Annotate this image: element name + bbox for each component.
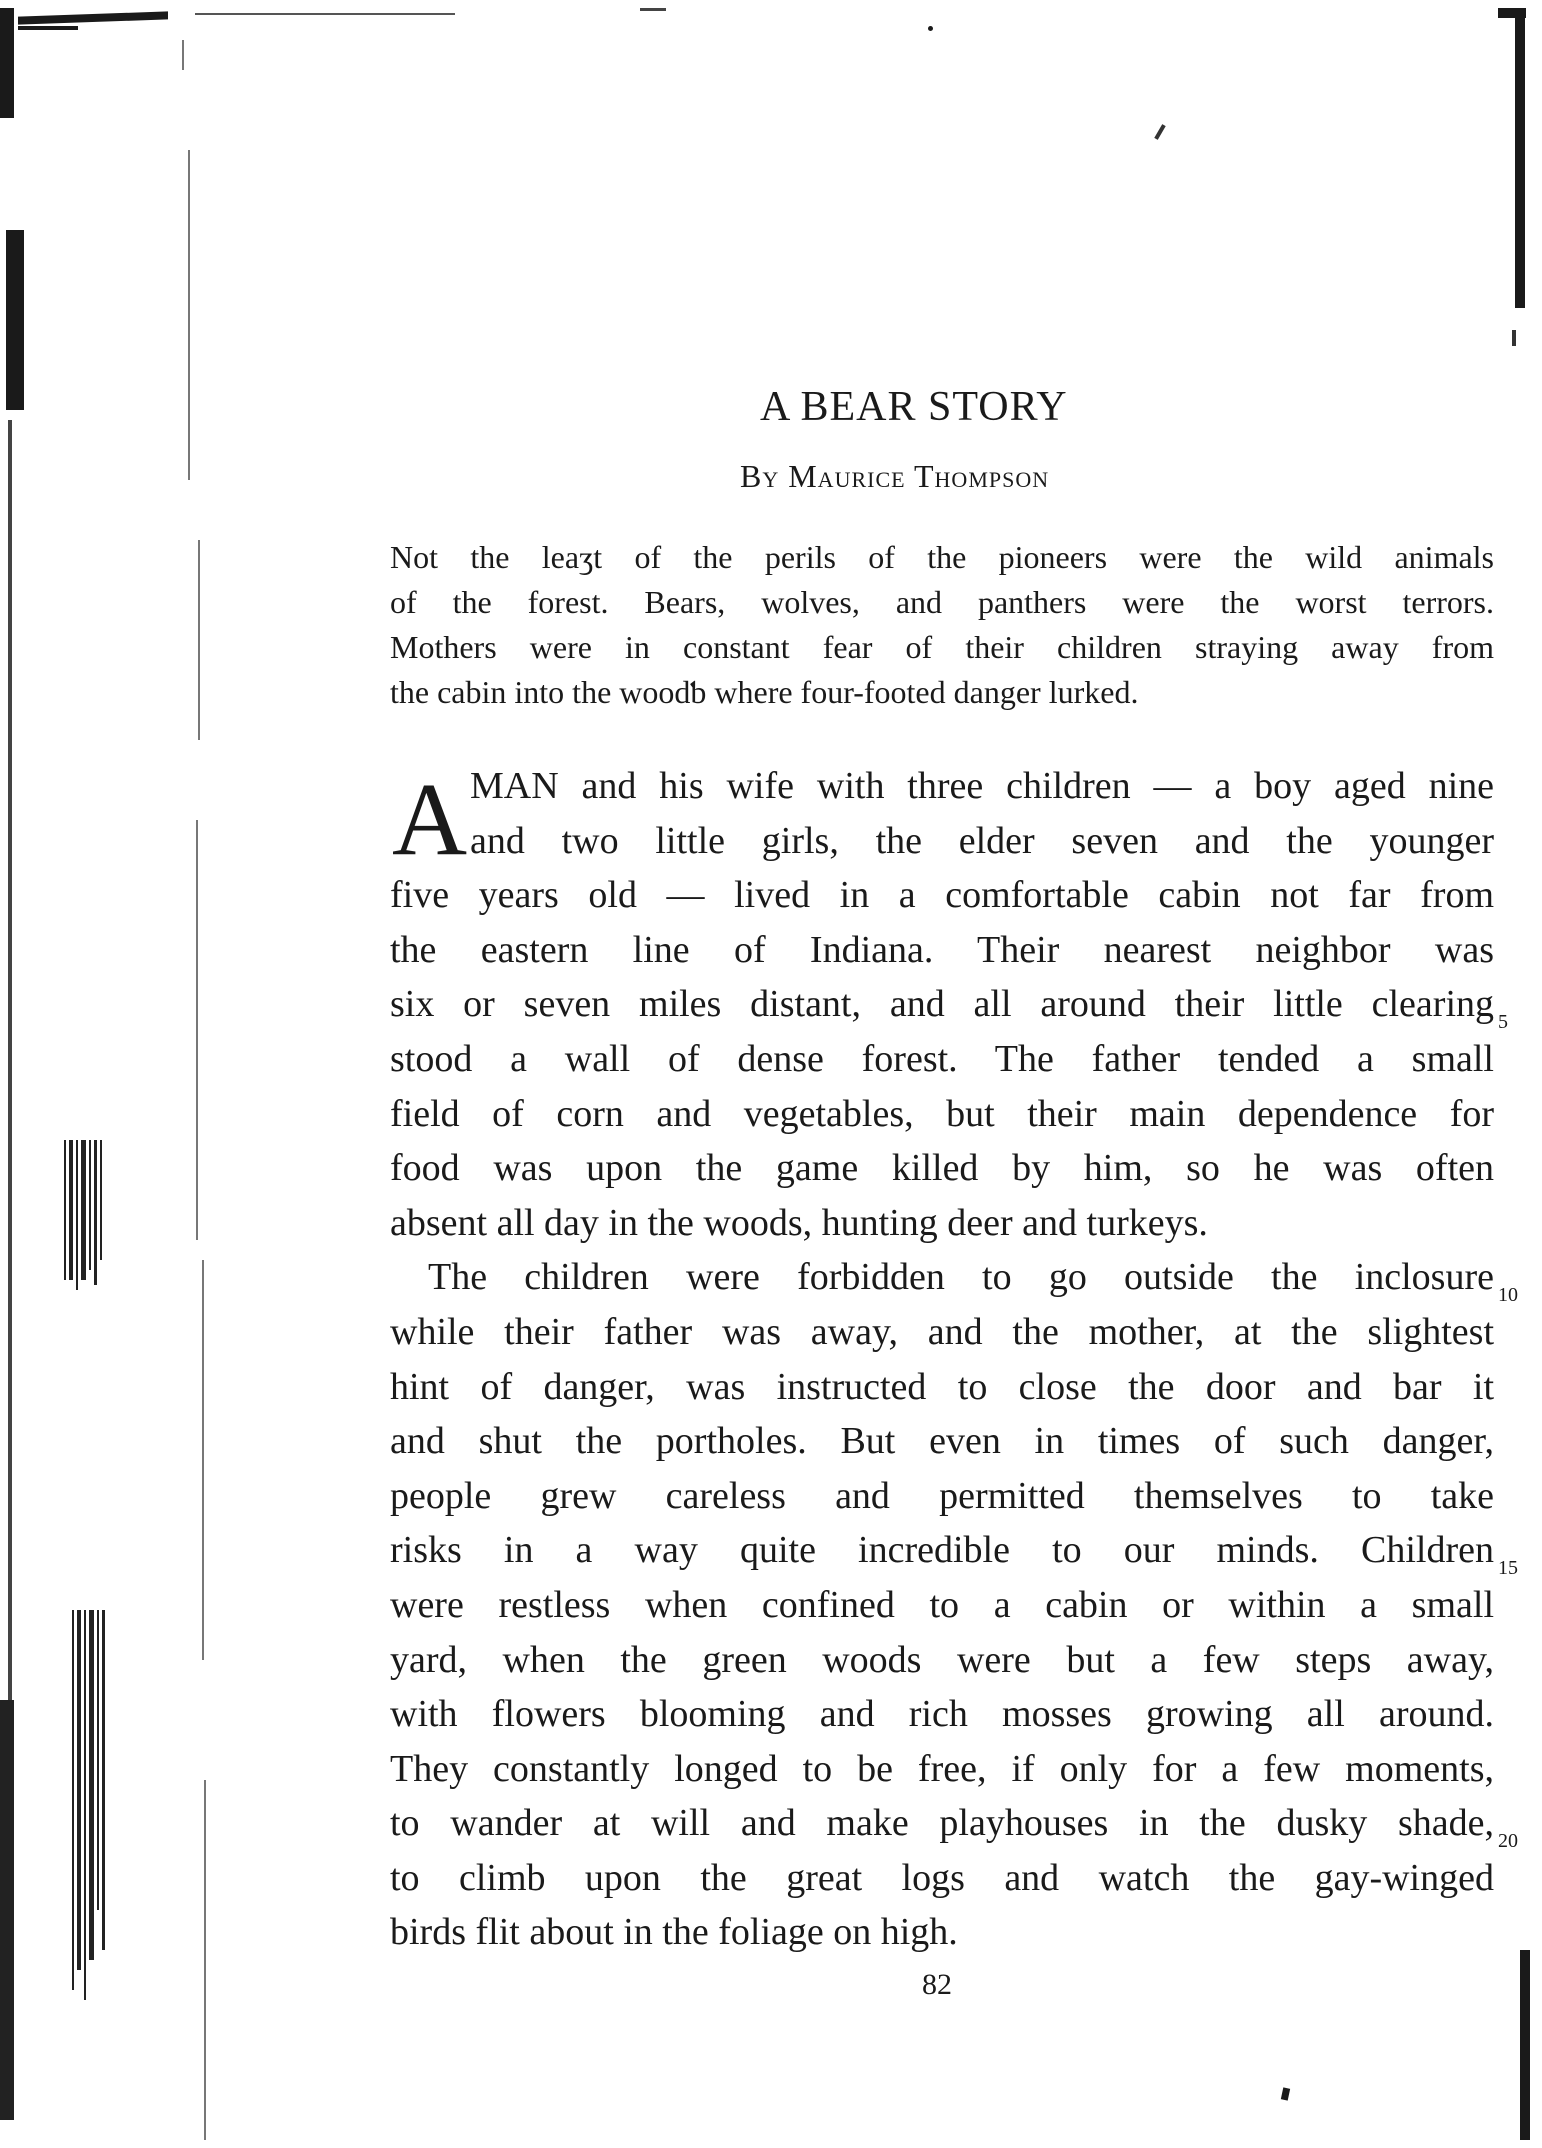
intro-line: Mothers were in constant fear of their children straying away from <box>390 629 1494 665</box>
body-line: The children were forbidden to go outside the inclosure <box>428 1256 1494 1299</box>
body-line: and shut the portholes. But even in times of such danger, <box>390 1420 1494 1463</box>
scan-artifact-line <box>182 40 184 70</box>
story-title: A BEAR STORY <box>760 384 1068 430</box>
body-line: stood a wall of dense forest. The father tended a small <box>390 1037 1494 1080</box>
body-line: to wander at will and make playhouses in the dusky shade, <box>390 1802 1494 1845</box>
body-line: were restless when confined to a cabin or within a small <box>390 1583 1494 1626</box>
body-line: field of corn and vegetables, but their main dependence for <box>390 1092 1494 1135</box>
scan-artifact-edge <box>1515 8 1525 308</box>
intro-line: Not the leaʒt of the perils of the pioneers were the wild animals <box>390 539 1494 575</box>
page-number: 82 <box>922 1968 952 2001</box>
scan-artifact-dot <box>928 26 933 31</box>
scan-artifact-mark <box>18 26 78 30</box>
scan-artifact-mark <box>18 11 168 24</box>
body-line: five years old — lived in a comfortable cabin not far from <box>390 874 1494 917</box>
body-line: the eastern line of Indiana. Their nearest neighbor was <box>390 928 1494 971</box>
body-line: six or seven miles distant, and all around their little clearing <box>390 983 1494 1026</box>
scan-artifact-line <box>640 8 666 11</box>
scan-artifact-edge <box>0 1700 14 2120</box>
drop-cap: A <box>392 762 468 877</box>
scan-artifact-line <box>195 13 455 15</box>
body-line: yard, when the green woods were but a few steps away, <box>390 1638 1494 1681</box>
intro-paragraph <box>390 535 1494 715</box>
scan-artifact-mark <box>1154 124 1165 140</box>
intro-line: of the forest. Bears, wolves, and panthers were the worst terrors. <box>390 584 1494 620</box>
scan-artifact-line <box>198 540 200 740</box>
body-line-wrapper <box>390 1250 1518 1307</box>
body-line: MAN and his wife with three children — a boy aged nine <box>470 765 1494 807</box>
line-number: 20 <box>1498 1830 1518 1853</box>
scan-artifact-dot <box>1512 330 1516 346</box>
author-byline: By Maurice Thompson <box>740 458 1050 494</box>
scan-artifact-line <box>188 150 190 480</box>
body-line-wrapper <box>390 977 1508 1034</box>
scan-artifact-barcode <box>64 1140 102 1290</box>
body-line: to climb upon the great logs and watch the gay-winged <box>390 1856 1494 1899</box>
body-line: and two little girls, the elder seven and the younger <box>470 819 1494 862</box>
body-line: people grew careless and permitted themselves to take <box>390 1474 1494 1517</box>
body-line: while their father was away, and the mother, at the slightest <box>390 1310 1494 1353</box>
body-line-wrapper <box>390 1523 1518 1580</box>
intro-line: the cabin into the woodƅ where four-footed danger lurked. <box>390 674 1139 710</box>
scan-artifact-dot <box>1281 2087 1290 2100</box>
scan-artifact-edge <box>6 230 24 410</box>
scan-artifact-edge <box>0 8 14 118</box>
body-line: They constantly longed to be free, if only for a few moments, <box>390 1747 1494 1790</box>
body-line: absent all day in the woods, hunting deer and turkeys. <box>390 1201 1208 1244</box>
body-line: risks in a way quite incredible to our minds. Children <box>390 1529 1494 1572</box>
body-line: with flowers blooming and rich mosses growing all around. <box>390 1693 1494 1736</box>
line-number: 5 <box>1498 1011 1508 1034</box>
line-number: 10 <box>1498 1284 1518 1307</box>
body-line: birds flit about in the foliage on high. <box>390 1911 958 1954</box>
scan-artifact-line <box>196 820 198 1240</box>
scan-artifact-line <box>204 1780 206 2140</box>
line-number: 15 <box>1498 1557 1518 1580</box>
scan-artifact-edge <box>1520 1950 1530 2140</box>
body-line-wrapper <box>390 1796 1518 1853</box>
body-text <box>390 759 1518 1960</box>
body-line: hint of danger, was instructed to close the door and bar it <box>390 1365 1494 1408</box>
scan-artifact-line <box>202 1260 204 1660</box>
scan-artifact-barcode <box>72 1610 105 2000</box>
body-line: food was upon the game killed by him, so he was often <box>390 1147 1494 1190</box>
